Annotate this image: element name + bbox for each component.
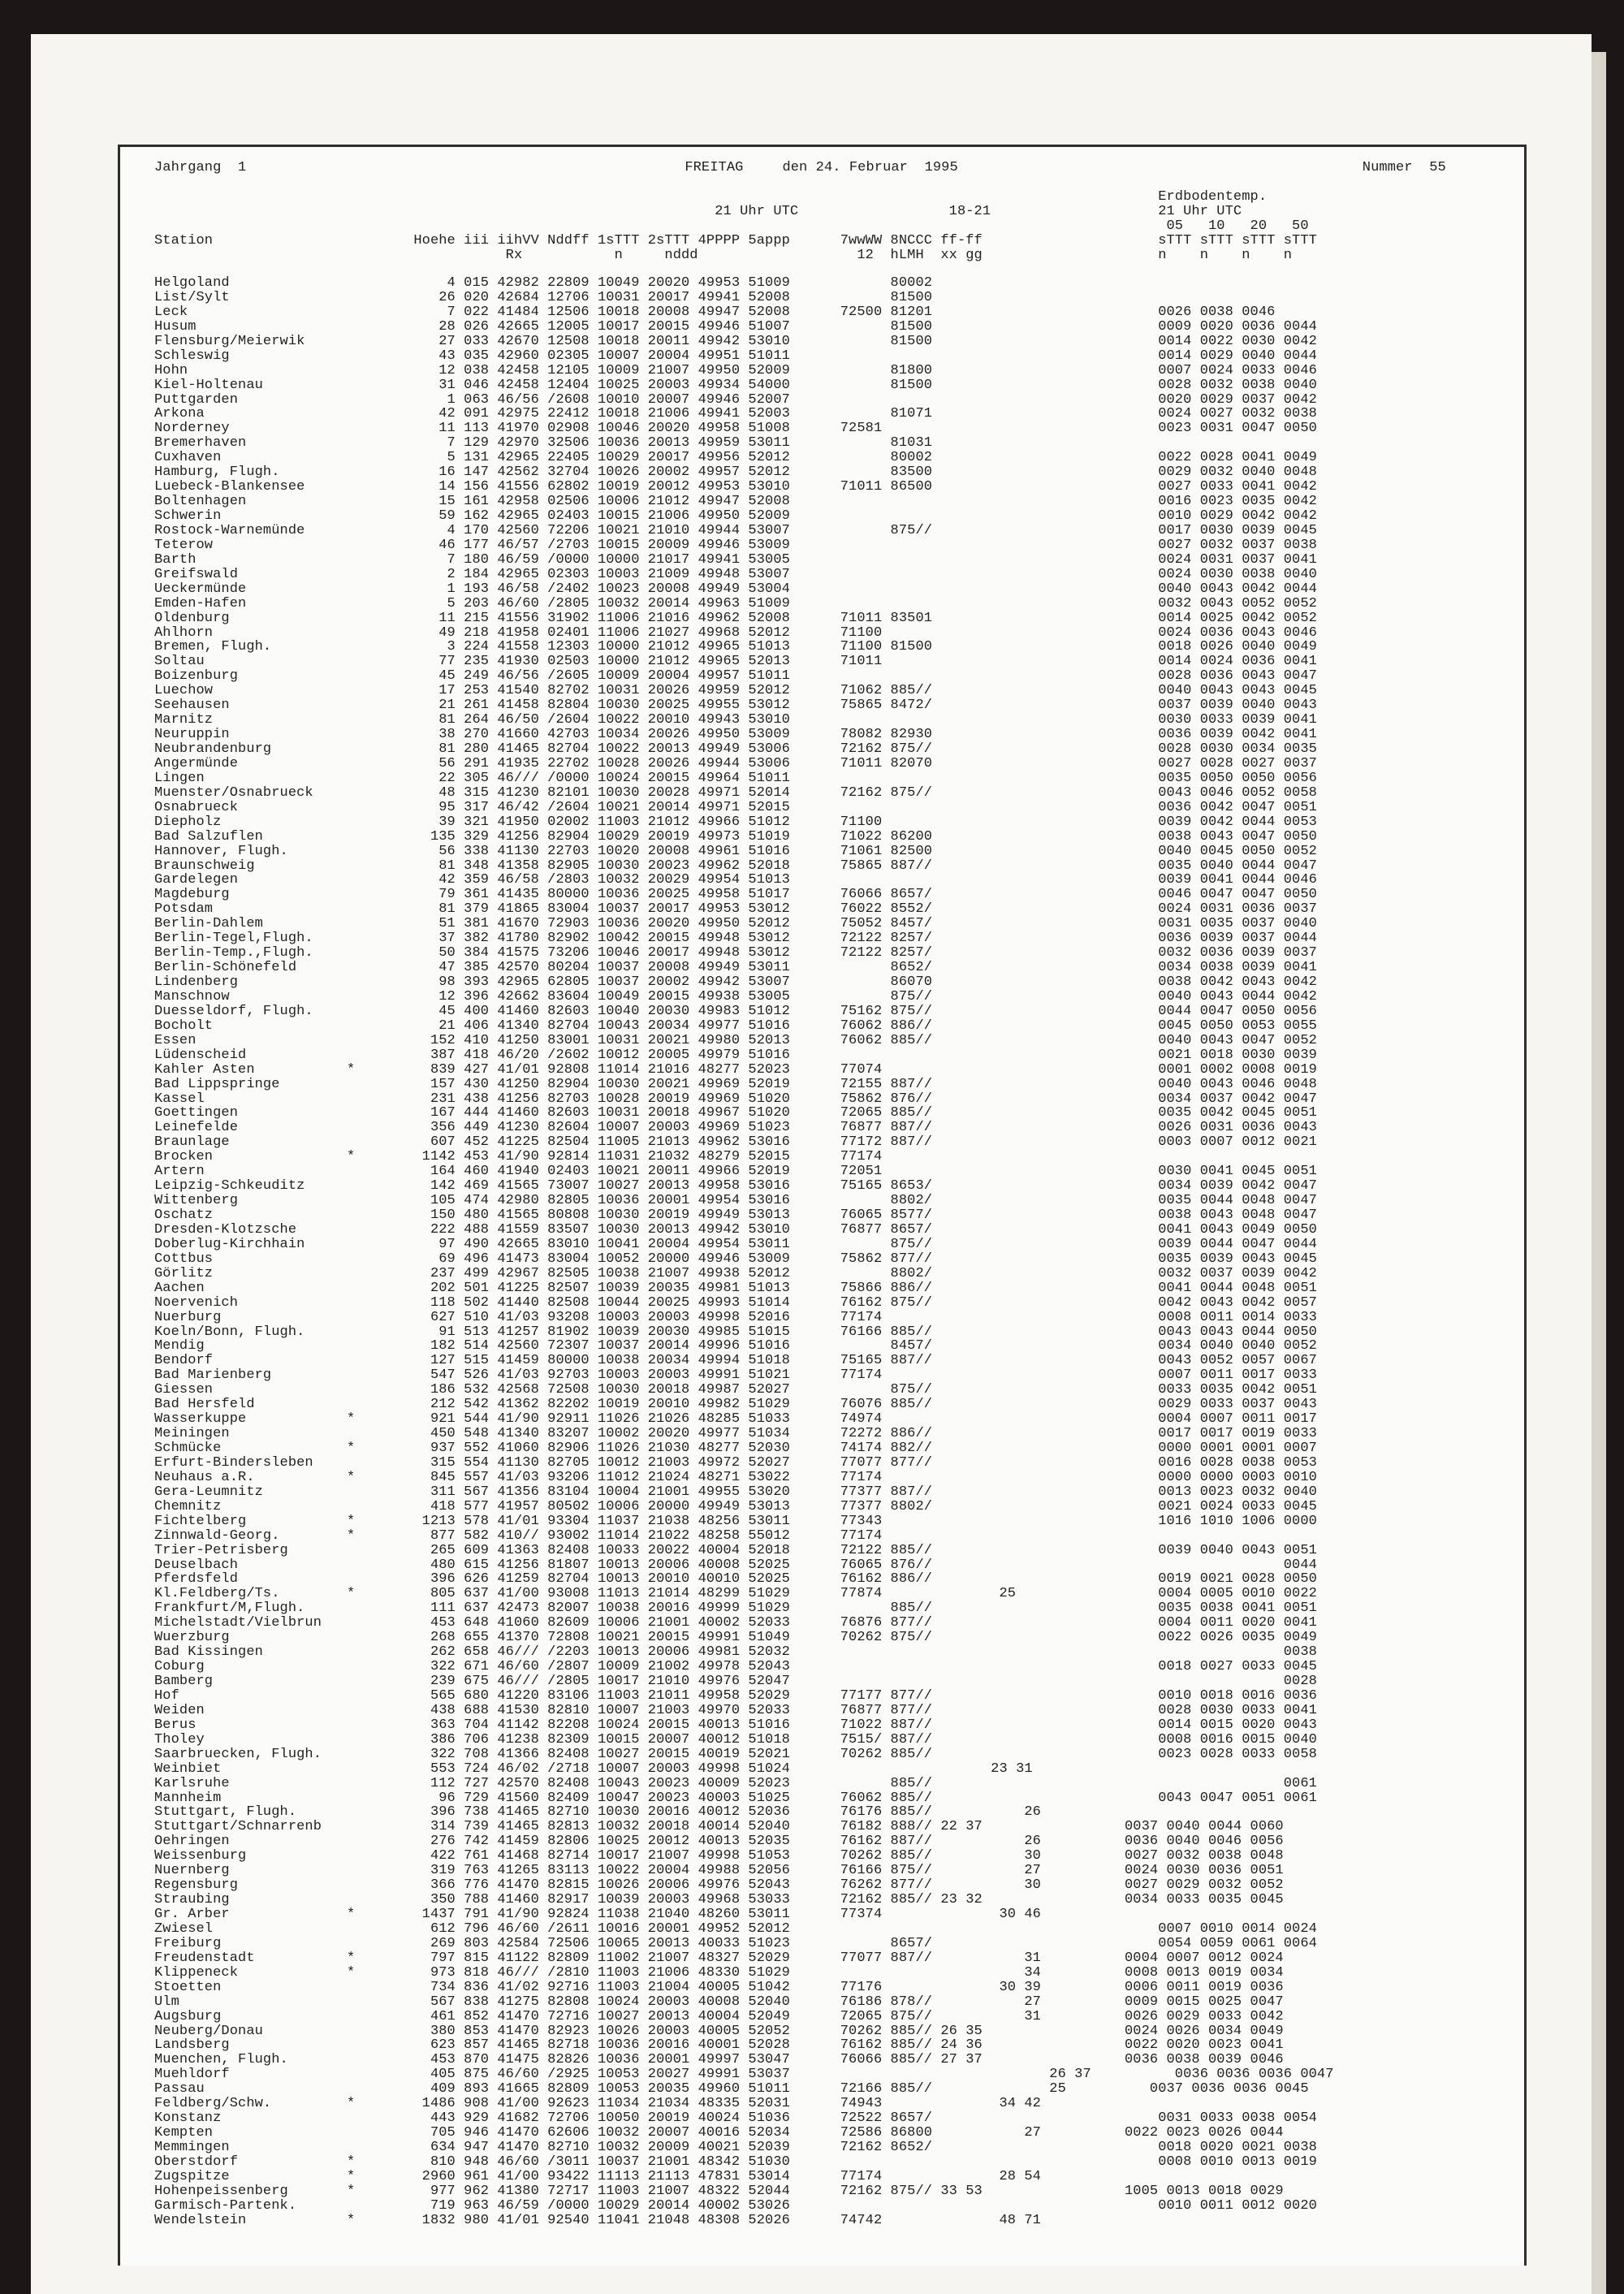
station-row: Ueckermünde 1 193 46/58 /2402 10023 20008 49949 53004 0040 0043 0042 0044 <box>154 581 1317 597</box>
station-row: Coburg 322 671 46/60 /2807 10009 21002 49978 52043 0018 0027 0033 0045 <box>154 1659 1317 1675</box>
station-row: Freudenstadt * 797 815 41122 82809 11002 21007 48327 52029 77077 887// 31 0004 0007 0012 0024 <box>154 1950 1284 1966</box>
station-row: Bendorf 127 515 41459 80000 10038 20034 49994 51018 75165 887// 0043 0052 0057 0067 <box>154 1353 1317 1369</box>
station-row: Bad Salzuflen 135 329 41256 82904 10029 20019 49973 51019 71022 86200 0038 0043 0047 0050 <box>154 828 1317 845</box>
station-row: Stoetten 734 836 41/02 92716 11003 21004 40005 51042 77176 30 39 0006 0011 0019 0036 <box>154 1979 1284 1995</box>
station-row: Bamberg 239 675 46/// /2805 10017 21010 49976 52047 0028 <box>154 1674 1317 1689</box>
station-row: Leck 7 022 41484 12506 10018 20008 49947 52008 72500 81201 0026 0038 0046 <box>154 304 1276 320</box>
station-row: Potsdam 81 379 41865 83004 10037 20017 49953 53012 76022 8552/ 0024 0031 0036 0037 <box>154 901 1317 918</box>
station-row: Kl.Feldberg/Ts. * 805 637 41/00 93008 11013 21014 48299 51029 77874 25 0004 0005 0010 0022 <box>154 1586 1317 1602</box>
station-row: Wuerzburg 268 655 41370 72808 10021 20015 49991 51049 70262 875// 0022 0026 0035 0049 <box>154 1630 1317 1646</box>
station-row: Neuberg/Donau 380 853 41470 82923 10026 20003 40005 52052 70262 885// 26 35 0024 0026 0034 0049 <box>154 2023 1284 2039</box>
station-row: Konstanz 443 929 41682 72706 10050 20019 40024 51036 72522 8657/ 0031 0033 0038 0054 <box>154 2110 1317 2127</box>
station-row: Chemnitz 418 577 41957 80502 10006 20000 49949 53013 77377 8802/ 0021 0024 0033 0045 <box>154 1498 1317 1514</box>
column-header-line: 21 Uhr UTC 18-21 21 Uhr UTC <box>154 204 1242 219</box>
station-row: Frankfurt/M,Flugh. 111 637 42473 82007 10038 20016 49999 51029 885// 0035 0038 0041 0051 <box>154 1601 1317 1617</box>
date-label: den 24. Februar 1995 <box>782 160 958 175</box>
station-row: Mendig 182 514 42560 72307 10037 20014 49996 51016 8457/ 0034 0040 0040 0052 <box>154 1338 1317 1354</box>
station-row: Wendelstein * 1832 980 41/01 92540 11041 21048 48308 52026 74742 48 71 <box>154 2212 1041 2228</box>
station-row: Augsburg 461 852 41470 72716 10027 20013 40004 52049 72065 875// 31 0026 0029 0033 0042 <box>154 2008 1284 2024</box>
station-row: Arkona 42 091 42975 22412 10018 21006 49941 52003 81071 0024 0027 0032 0038 <box>154 406 1317 422</box>
station-row: Berlin-Schönefeld 47 385 42570 80204 10037 20008 49949 53011 8652/ 0034 0038 0039 0041 <box>154 960 1317 976</box>
station-row: Passau 409 893 41665 82809 10053 20035 49960 51011 72166 885// 25 0037 0036 0036 0045 <box>154 2081 1309 2097</box>
station-row: Flensburg/Meierwik 27 033 42670 12508 10018 20011 49942 53010 81500 0014 0022 0030 0042 <box>154 333 1317 349</box>
station-row: Berlin-Tegel,Flugh. 37 382 41780 82902 10042 20015 49948 53012 72122 8257/ 0036 0039 0037 0044 <box>154 931 1317 947</box>
station-row: Helgoland 4 015 42982 22809 10049 20020 49953 51009 80002 <box>154 275 933 291</box>
station-row: Bremerhaven 7 129 42970 32506 10036 20013 49959 53011 81031 <box>154 435 933 451</box>
station-row: Koeln/Bonn, Flugh. 91 513 41257 81902 10039 20030 49985 51015 76166 885// 0043 0043 0044 0050 <box>154 1324 1317 1340</box>
station-row: Erfurt-Bindersleben 315 554 41130 82705 10012 21003 49972 52027 77077 877// 0016 0028 0038 0053 <box>154 1454 1317 1471</box>
station-row: Duesseldorf, Flugh. 45 400 41460 82603 10040 20030 49983 51012 75162 875// 0044 0047 0050 0056 <box>154 1003 1317 1019</box>
station-row: Oldenburg 11 215 41556 31902 11006 21016 49962 52008 71011 83501 0014 0025 0042 0052 <box>154 610 1317 626</box>
station-row: Klippeneck * 973 818 46/// /2810 11003 21006 48330 51029 34 0008 0013 0019 0034 <box>154 1964 1284 1981</box>
station-row: Puttgarden 1 063 46/56 /2608 10010 20007 49946 52007 0020 0029 0037 0042 <box>154 391 1317 408</box>
station-row: Görlitz 237 499 42967 82505 10038 21007 49938 52012 8802/ 0032 0037 0039 0042 <box>154 1265 1317 1281</box>
station-row: Weiden 438 688 41530 82810 10007 21003 49970 52033 76877 877// 0028 0030 0033 0041 <box>154 1702 1317 1718</box>
station-row: Oberstdorf * 810 948 46/60 /3011 10037 21001 48342 51030 0008 0010 0013 0019 <box>154 2154 1317 2170</box>
station-row: Emden-Hafen 5 203 46/60 /2805 10032 20014 49963 51009 0032 0043 0052 0052 <box>154 595 1317 611</box>
station-row: Barth 7 180 46/59 /0000 10000 21017 49941 53005 0024 0031 0037 0041 <box>154 551 1317 568</box>
station-row: Muehldorf 405 875 46/60 /2925 10053 20027 49991 53037 26 37 0036 0036 0036 0047 <box>154 2067 1334 2083</box>
station-row: Schwerin 59 162 42965 02403 10015 21006 49950 52009 0010 0029 0042 0042 <box>154 508 1317 524</box>
station-row: Husum 28 026 42665 12005 10017 20015 49946 51007 81500 0009 0020 0036 0044 <box>154 318 1317 335</box>
station-row: Wasserkuppe * 921 544 41/90 92911 11026 21026 48285 51033 74974 0004 0007 0011 0017 <box>154 1411 1317 1428</box>
station-row: Karlsruhe 112 727 42570 82408 10043 20023 40009 52023 885// 0061 <box>154 1775 1317 1791</box>
station-row: Schleswig 43 035 42960 02305 10007 20004 49951 51011 0014 0029 0040 0044 <box>154 348 1317 364</box>
station-row: Neuruppin 38 270 41660 42703 10034 20026 49950 53009 78082 82930 0036 0039 0042 0041 <box>154 727 1317 743</box>
station-row: Marnitz 81 264 46/50 /2604 10022 20010 49943 53010 0030 0033 0039 0041 <box>154 712 1317 728</box>
station-row: Bremen, Flugh. 3 224 41558 12303 10000 21012 49965 51013 71100 81500 0018 0026 0040 0049 <box>154 639 1317 655</box>
station-row: Bad Lippspringe 157 430 41250 82904 10030 20021 49969 52019 72155 887// 0040 0043 0046 0048 <box>154 1076 1317 1092</box>
station-row: Doberlug-Kirchhain 97 490 42665 83010 10041 20004 49954 53011 875// 0039 0044 0047 0044 <box>154 1236 1317 1252</box>
station-row: Bad Hersfeld 212 542 41362 82202 10019 20010 49982 51029 76076 885// 0029 0033 0037 0043 <box>154 1397 1317 1413</box>
station-row: Seehausen 21 261 41458 82804 10030 20025 49955 53012 75865 8472/ 0037 0039 0040 0043 <box>154 698 1317 714</box>
station-row: Stuttgart, Flugh. 396 738 41465 82710 10030 20016 40012 52036 76176 885// 26 <box>154 1804 1041 1821</box>
station-row: Weissenburg 422 761 41468 82714 10017 21007 49998 51053 70262 885// 30 0027 0032 0038 0048 <box>154 1848 1284 1864</box>
station-row: Neubrandenburg 81 280 41465 82704 10022 20013 49949 53006 72162 875// 0028 0030 0034 0035 <box>154 741 1317 757</box>
station-row: Soltau 77 235 41930 02503 10000 21012 49965 52013 71011 0014 0024 0036 0041 <box>154 654 1317 670</box>
station-row: Michelstadt/Vielbrun 453 648 41060 82609 10006 21001 40002 52033 76876 877// 0004 0011 0020 0041 <box>154 1615 1317 1631</box>
station-row: Luebeck-Blankensee 14 156 41556 62802 10019 20012 49953 53010 71011 86500 0027 0033 0041 0042 <box>154 479 1317 495</box>
station-row: Leinefelde 356 449 41230 82604 10007 20003 49969 51023 76877 887// 0026 0031 0036 0043 <box>154 1120 1317 1136</box>
station-row: Bad Marienberg 547 526 41/03 92703 10003 20003 49991 51021 77174 0007 0011 0017 0033 <box>154 1367 1317 1384</box>
station-row: Lindenberg 98 393 42965 62805 10037 20002 49942 53007 86070 0038 0042 0043 0042 <box>154 974 1317 990</box>
station-row: List/Sylt 26 020 42684 12706 10031 20017 49941 52008 81500 <box>154 289 933 305</box>
station-row: Freiburg 269 803 42584 72506 10065 20013 40033 51023 8657/ 0054 0059 0061 0064 <box>154 1935 1317 1951</box>
station-row: Noervenich 118 502 41440 82508 10044 20025 49993 51014 76162 875// 0042 0043 0042 0057 <box>154 1294 1317 1311</box>
column-header-line: Erdbodentemp. <box>154 189 1268 205</box>
station-row: Dresden-Klotzsche 222 488 41559 83507 10030 20013 49942 53010 76877 8657/ 0041 0043 0049 0050 <box>154 1221 1317 1238</box>
station-row: Bad Kissingen 262 658 46/// /2203 10013 20006 49981 52032 0038 <box>154 1644 1317 1661</box>
station-row: Muenchen, Flugh. 453 870 41475 82826 10036 20001 49997 53047 76066 885// 27 37 0036 0038 0039 0046 <box>154 2052 1284 2068</box>
station-table <box>154 276 1334 2228</box>
station-row: Meiningen 450 548 41340 83207 10002 20020 49977 51034 72272 886// 0017 0017 0019 0033 <box>154 1426 1317 1442</box>
station-row: Weinbiet 553 724 46/02 /2718 10007 20003 49998 51024 23 31 <box>154 1760 1033 1777</box>
station-row: Zugspitze * 2960 961 41/00 93422 11113 21113 47831 53014 77174 28 54 <box>154 2168 1041 2184</box>
station-row: Tholey 386 706 41238 82309 10015 20007 40012 51018 7515/ 887// 0008 0016 0015 0040 <box>154 1731 1317 1748</box>
station-row: Oschatz 150 480 41565 80808 10030 20019 49949 53013 76065 8577/ 0038 0043 0048 0047 <box>154 1207 1317 1223</box>
station-row: Gardelegen 42 359 46/58 /2803 10032 20029 49954 51013 0039 0041 0044 0046 <box>154 872 1317 888</box>
station-row: Trier-Petrisberg 265 609 41363 82408 10033 20022 40004 52018 72122 885// 0039 0040 0043 0051 <box>154 1542 1317 1558</box>
station-row: Magdeburg 79 361 41435 80000 10036 20025 49958 51017 76066 8657/ 0046 0047 0047 0050 <box>154 887 1317 903</box>
station-row: Gr. Arber * 1437 791 41/90 92824 11038 21040 48260 53011 77374 30 46 <box>154 1907 1041 1922</box>
station-row: Berus 363 704 41142 82208 10024 20015 40013 51016 71022 887// 0014 0015 0020 0043 <box>154 1717 1317 1733</box>
station-row: Rostock-Warnemünde 4 170 42560 72206 10021 21010 49944 53007 875// 0017 0030 0039 0045 <box>154 522 1317 538</box>
station-row: Braunschweig 81 348 41358 82905 10030 20023 49962 52018 75865 887// 0035 0040 0044 0047 <box>154 858 1317 874</box>
station-row: Zwiesel 612 796 46/60 /2611 10016 20001 49952 52012 0007 0010 0014 0024 <box>154 1920 1317 1937</box>
station-row: Straubing 350 788 41460 82917 10039 20003 49968 53033 72162 885// 23 32 0034 0033 0035 0045 <box>154 1892 1284 1908</box>
station-row: Boltenhagen 15 161 42958 02506 10006 21012 49947 52008 0016 0023 0035 0042 <box>154 494 1317 510</box>
station-row: Berlin-Temp.,Flugh. 50 384 41575 73206 10046 20017 49948 53012 72122 8257/ 0032 0036 0039 0037 <box>154 945 1317 961</box>
station-row: Diepholz 39 321 41950 02002 11003 21012 49966 51012 71100 0039 0042 0044 0053 <box>154 814 1317 830</box>
station-row: Bocholt 21 406 41340 82704 10043 20034 49977 51016 76062 886// 0045 0050 0053 0055 <box>154 1017 1317 1034</box>
station-row: Aachen 202 501 41225 82507 10039 20035 49981 51013 75866 886// 0041 0044 0048 0051 <box>154 1280 1317 1296</box>
station-row: Pferdsfeld 396 626 41259 82704 10013 20010 40010 52025 76162 886// 0019 0021 0028 0050 <box>154 1571 1317 1588</box>
station-row: Mannheim 96 729 41560 82409 10047 20023 40003 51025 76062 885// 0043 0047 0051 0061 <box>154 1790 1317 1806</box>
station-row: Osnabrueck 95 317 46/42 /2604 10021 20014 49971 52015 0036 0042 0047 0051 <box>154 799 1317 815</box>
station-row: Lingen 22 305 46/// /0000 10024 20015 49964 51011 0035 0050 0050 0056 <box>154 770 1317 786</box>
station-row: Luechow 17 253 41540 82702 10031 20026 49959 52012 71062 885// 0040 0043 0043 0045 <box>154 683 1317 699</box>
station-row: Zinnwald-Georg. * 877 582 410// 93002 11014 21022 48258 55012 77174 <box>154 1527 883 1544</box>
station-row: Ahlhorn 49 218 41958 02401 11006 21027 49968 52012 71100 0024 0036 0043 0046 <box>154 624 1317 641</box>
column-header <box>154 190 1317 263</box>
column-header-line: Rx n nddd 12 hLMH xx gg n n n n <box>154 248 1293 263</box>
column-header-line: 05 10 20 50 <box>154 218 1309 234</box>
station-row: Kempten 705 946 41470 62606 10032 20007 40016 52034 72586 86800 27 0022 0023 0026 0044 <box>154 2125 1284 2141</box>
station-row: Fichtelberg * 1213 578 41/01 93304 11037 21038 48256 53011 77343 1016 1010 1006 0000 <box>154 1513 1317 1529</box>
station-row: Artern 164 460 41940 02403 10021 20011 49966 52019 72051 0030 0041 0045 0051 <box>154 1164 1317 1180</box>
station-row: Giessen 186 532 42568 72508 10030 20018 49987 52027 875// 0033 0035 0042 0051 <box>154 1382 1317 1398</box>
station-row: Kassel 231 438 41256 82703 10028 20019 49969 51020 75862 876// 0034 0037 0042 0047 <box>154 1091 1317 1107</box>
station-row: Gera-Leumnitz 311 567 41356 83104 10004 21001 49955 53020 77377 887// 0013 0023 0032 0040 <box>154 1484 1317 1500</box>
station-row: Boizenburg 45 249 46/56 /2605 10009 20004 49957 51011 0028 0036 0043 0047 <box>154 668 1317 685</box>
station-row: Angermünde 56 291 41935 22702 10028 20026 49944 53006 71011 82070 0027 0028 0027 0037 <box>154 755 1317 771</box>
station-row: Memmingen 634 947 41470 82710 10032 20009 40021 52039 72162 8652/ 0018 0020 0021 0038 <box>154 2140 1317 2155</box>
station-row: Essen 152 410 41250 83001 10031 20021 49980 52013 76062 885// 0040 0043 0047 0052 <box>154 1032 1317 1048</box>
station-row: Hohenpeissenberg * 977 962 41380 72717 11003 21007 48322 52044 72162 875// 33 53 1005 0013 0018 0029 <box>154 2183 1284 2199</box>
station-row: Nuerburg 627 510 41/03 93208 10003 20003 49998 52016 77174 0008 0011 0014 0033 <box>154 1309 1317 1325</box>
issue-number: Nummer 55 <box>1362 160 1446 175</box>
column-header-line: Station Hoehe iii iihVV Nddff 1sTTT 2sTTT 4PPPP 5appp 7wwWW 8NCCC ff-ff sTTT sTTT sTTT sTTT <box>154 233 1317 248</box>
station-row: Manschnow 12 396 42662 83604 10049 20015 49938 53005 875// 0040 0043 0044 0042 <box>154 988 1317 1004</box>
station-row: Cuxhaven 5 131 42965 22405 10029 20017 49956 52012 80002 0022 0028 0041 0049 <box>154 450 1317 466</box>
station-row: Braunlage 607 452 41225 82504 11005 21013 49962 53016 77172 887// 0003 0007 0012 0021 <box>154 1134 1317 1151</box>
station-row: Teterow 46 177 46/57 /2703 10015 20009 49946 53009 0027 0032 0037 0038 <box>154 537 1317 553</box>
station-row: Muenster/Osnabrueck 48 315 41230 82101 10030 20028 49971 52014 72162 875// 0043 0046 0052 0058 <box>154 784 1317 801</box>
station-row: Wittenberg 105 474 42980 82805 10036 20001 49954 53016 8802/ 0035 0044 0048 0047 <box>154 1193 1317 1209</box>
station-row: Cottbus 69 496 41473 83004 10052 20000 49946 53009 75862 877// 0035 0039 0043 0045 <box>154 1251 1317 1267</box>
station-row: Stuttgart/Schnarrenb 314 739 41465 82813 10032 20018 40014 52040 76182 888// 22 37 0037 0040 0044 0060 <box>154 1819 1284 1835</box>
station-row: Hannover, Flugh. 56 338 41130 22703 10020 20008 49961 51016 71061 82500 0040 0045 0050 0052 <box>154 843 1317 859</box>
station-row: Goettingen 167 444 41460 82603 10031 20018 49967 51020 72065 885// 0035 0042 0045 0051 <box>154 1105 1317 1121</box>
station-row: Feldberg/Schw. * 1486 908 41/00 92623 11034 21034 48335 52031 74943 34 42 <box>154 2096 1041 2112</box>
header-line <box>154 161 1446 175</box>
station-row: Berlin-Dahlem 51 381 41670 72903 10036 20020 49950 52012 75052 8457/ 0031 0035 0037 0040 <box>154 916 1317 932</box>
station-row: Nuernberg 319 763 41265 83113 10022 20004 49988 52056 76166 875// 27 0024 0030 0036 0051 <box>154 1863 1284 1879</box>
station-row: Greifswald 2 184 42965 02303 10003 21009 49948 53007 0024 0030 0038 0040 <box>154 566 1317 582</box>
station-row: Kahler Asten * 839 427 41/01 92808 11014 21016 48277 52023 77074 0001 0002 0008 0019 <box>154 1061 1317 1078</box>
station-row: Hamburg, Flugh. 16 147 42562 32704 10026 20002 49957 52012 83500 0029 0032 0040 0048 <box>154 464 1317 481</box>
station-row: Oehringen 276 742 41459 82806 10025 20012 40013 52035 76162 887// 26 0036 0040 0046 0056 <box>154 1834 1284 1850</box>
station-row: Kiel-Holtenau 31 046 42458 12404 10025 20003 49934 54000 81500 0028 0032 0038 0040 <box>154 377 1317 393</box>
station-row: Regensburg 366 776 41470 82815 10026 20006 49976 52043 76262 877// 30 0027 0029 0032 0052 <box>154 1877 1284 1894</box>
jahrgang-label: Jahrgang 1 <box>154 160 247 175</box>
station-row: Brocken * 1142 453 41/90 92814 11031 21032 48279 52015 77174 <box>154 1149 883 1165</box>
station-row: Lüdenscheid 387 418 46/20 /2602 10012 20005 49979 51016 0021 0018 0030 0039 <box>154 1047 1317 1063</box>
station-row: Landsberg 623 857 41465 82718 10036 20016 40001 52028 76162 885// 24 36 0022 0020 0023 0041 <box>154 2037 1284 2054</box>
station-row: Garmisch-Partenk. 719 963 46/59 /0000 10029 20014 40002 53026 0010 0011 0012 0020 <box>154 2197 1317 2214</box>
report-header <box>154 161 1446 175</box>
station-row: Hof 565 680 41220 83106 11003 21011 49958 52029 77177 877// 0010 0018 0016 0036 <box>154 1687 1317 1704</box>
station-row: Deuselbach 480 615 41256 81807 10013 20006 40008 52025 76065 876// 0044 <box>154 1557 1317 1573</box>
station-row: Neuhaus a.R. * 845 557 41/03 93206 11012 21024 48271 53022 77174 0000 0000 0003 0010 <box>154 1469 1317 1485</box>
station-row: Norderney 11 113 41970 02908 10046 20020 49958 51008 72581 0023 0031 0047 0050 <box>154 421 1317 437</box>
station-row: Hohn 12 038 42458 12105 10009 21007 49950 52009 81800 0007 0024 0033 0046 <box>154 362 1317 378</box>
station-row: Ulm 567 838 41275 82808 10024 20003 40008 52040 76186 878// 27 0009 0015 0025 0047 <box>154 1994 1284 2010</box>
station-row: Saarbruecken, Flugh. 322 708 41366 82408 10027 20015 40019 52021 70262 885// 0023 0028 0033 0058 <box>154 1746 1317 1762</box>
station-row: Schmücke * 937 552 41060 82906 11026 21030 48277 52030 74174 882// 0000 0001 0001 0007 <box>154 1441 1317 1456</box>
day-label: FREITAG <box>685 160 744 175</box>
station-row: Leipzig-Schkeuditz 142 469 41565 73007 10027 20013 49958 53016 75165 8653/ 0034 0039 0042 0047 <box>154 1178 1317 1195</box>
